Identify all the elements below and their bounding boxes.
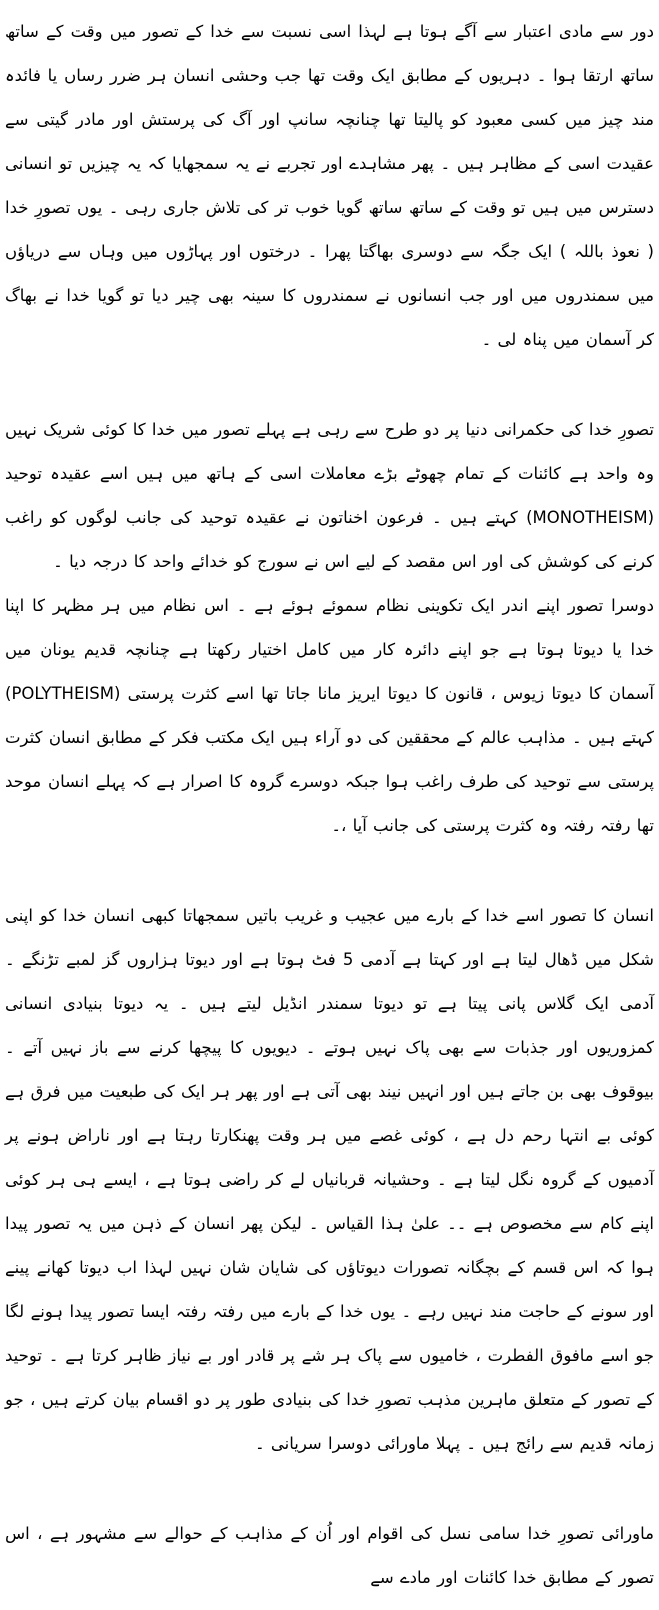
paragraph-monotheism: تصورِ خدا کی حکمرانی دنیا پر دو طرح سے رہی ہے پہلے تصور میں خدا کا کوئی شریک نہیں وہ واحد ہے کائنات کے تمام چھوٹے بڑے معاملات اسی کے ہاتھ میں ہیں اسے عقیدہ توحید (MONOTHEISM) کہتے ہیں ۔ فرعون اخناتون نے عقیدہ توحید کی جانب لوگوں کو راغب کرنے کی کوشش کی اور اس مقصد کے لیے اس نے سورج کو خدائے واحد کا درجہ دیا ۔ <box>5 420 654 571</box>
paragraph-anthropomorphic-gods: انسان کا تصور اسے خدا کے بارے میں عجیب و غریب باتیں سمجھاتا کبھی انسان خدا کو اپنی شکل میں ڈھال لیتا ہے اور کہتا ہے آدمی 5 فٹ ہوتا ہے اور دیوتا ہزاروں گز لمبے تڑنگے ۔ آدمی ایک گلاس پانی پیتا ہے تو دیوتا سمندر انڈیل لیتے ہیں ۔ یہ دیوتا بنیادی انسانی کمزوریوں اور جذبات سے بھی پاک نہیں ہوتے ۔ دیویوں کا پیچھا کرنے سے باز نہیں آتے ۔ بیوقوف بھی بن جاتے ہیں اور انہیں نیند بھی آتی ہے اور پھر ہر ایک کی طبعیت میں فرق ہے کوئی بے انتہا رحم دل ہے ، کوئی غصے میں ہر وقت پھنکارتا رہتا ہے اور ناراض ہونے پر آدمیوں کے گروہ نگل لیتا ہے ۔ وحشیانہ قربانیاں لے کر راضی ہوتا ہے ، ایسے ہی ہر کوئی اپنے کام سے مخصوص ہے ۔۔ علیٰ ہذا القیاس ۔ لیکن پھر انسان کے ذہن میں یہ تصور پیدا ہوا کہ اس قسم کے بچگانہ تصورات دیوتاؤں کی شایان شان نہیں لہذا اب دیوتا کھانے پینے اور سونے کے حاجت مند نہیں رہے ۔ یوں خدا کے بارے میں رفتہ رفتہ ایسا تصور پیدا ہونے لگا جو اسے مافوق الفطرت ، خامیوں سے پاک ہر شے پر قادر اور بے نیاز ظاہر کرتا ہے ۔ توحید کے تصور کے متعلق ماہرین مذہب تصورِ خدا کی بنیادی طور پر دو اقسام بیان کرتے ہیں ، جو زمانہ قدیم سے رائج ہیں ۔ پہلا ماورائی دوسرا سریانی ۔ <box>5 906 654 1453</box>
paragraph-transcendent-concept: ماورائی تصورِ خدا سامی نسل کی اقوام اور اُن کے مذاہب کے حوالے سے مشہور ہے ، اس تصور کے مطابق خدا کائنات اور مادے سے <box>5 1524 654 1587</box>
paragraph-polytheism: دوسرا تصور اپنے اندر ایک تکوینی نظام سموئے ہوئے ہے ۔ اس نظام میں ہر مظہر کا اپنا خدا یا دیوتا ہوتا ہے جو اپنے دائرہ کار میں کامل اختیار رکھتا ہے چنانچہ قدیم یونان میں آسمان کا دیوتا زیوس ، قانون کا دیوتا ایریز مانا جاتا تھا اسے کثرت پرستی (POLYTHEISM) کہتے ہیں ۔ مذاہب عالم کے محققین کی دو آراء ہیں ایک مکتب فکر کے مطابق انسان کثرت پرستی سے توحید کی طرف راغب ہوا جبکہ دوسرے گروہ کا اصرار ہے کہ پہلے انسان موحد تھا رفتہ رفتہ وہ کثرت پرستی کی جانب آیا ،۔ <box>5 596 654 835</box>
paragraph-evolution-of-god-concept: دور سے مادی اعتبار سے آگے ہوتا ہے لہذا اسی نسبت سے خدا کے تصور میں وقت کے ساتھ ساتھ ارتقا ہوا ۔ دہریوں کے مطابق ایک وقت تھا جب وحشی انسان ہر ضرر رساں یا فائدہ مند چیز میں کسی معبود کو پالیتا تھا چنانچہ سانپ اور آگ کی پرستش اور مادر گیتی سے عقیدت اسی کے مظاہر ہیں ۔ پھر مشاہدے اور تجربے نے یہ سمجھایا کہ یہ چیزیں تو انسانی دسترس میں ہیں تو وقت کے ساتھ ساتھ گویا خوب تر کی تلاش جاری رہی ۔ یوں تصورِ خدا ( نعوذ باللہ ) ایک جگہ سے دوسری بھاگتا پھرا ۔ درختوں اور پہاڑوں میں وہاں سے دریاؤں میں سمندروں میں اور جب انسانوں نے سمندروں کا سینہ بھی چیر دیا تو گویا خدا نے بھاگ کر آسمان میں پناہ لی ۔ <box>5 22 654 349</box>
